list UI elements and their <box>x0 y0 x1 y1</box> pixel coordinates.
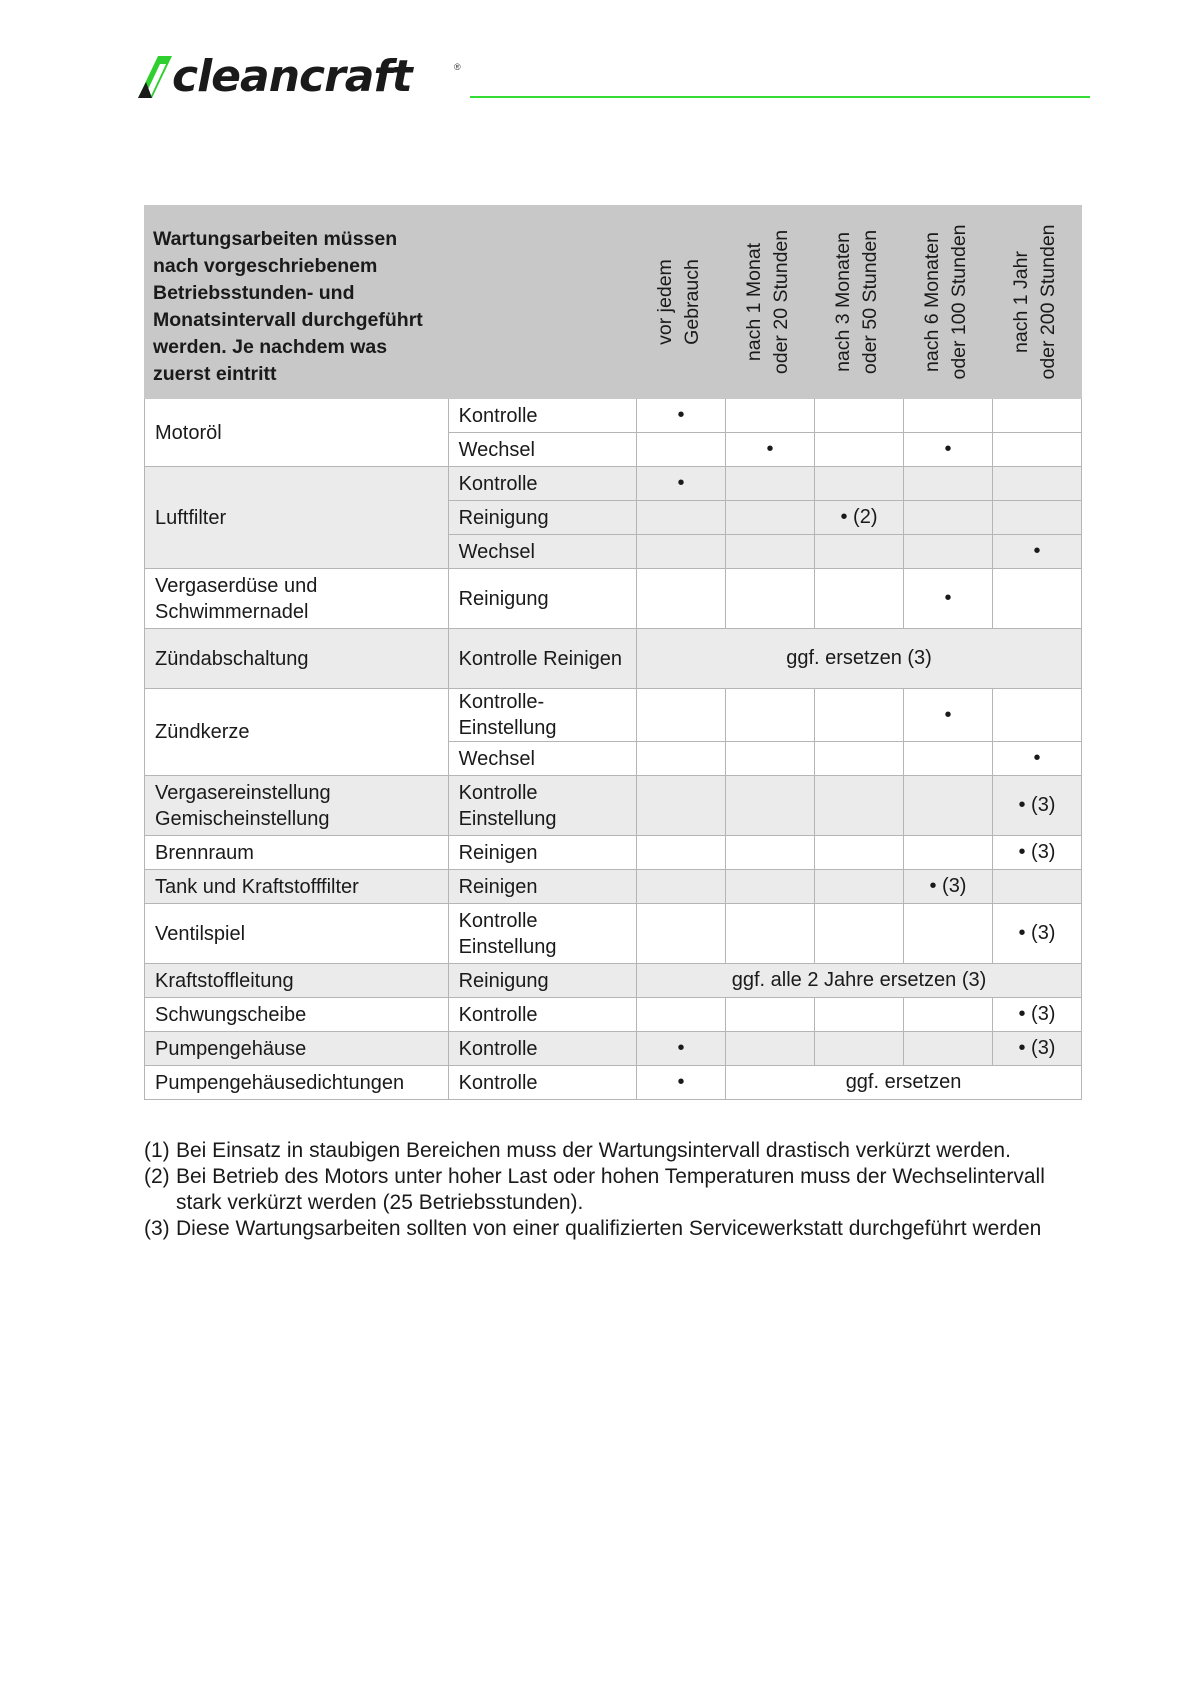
interval-mark <box>815 399 904 433</box>
interval-mark: • (3) <box>992 776 1081 836</box>
footnote <box>144 1216 1084 1242</box>
interval-mark: • (2) <box>815 501 904 535</box>
footnote-text: Bei Einsatz in staubigen Bereichen muss der Wartungsintervall drastisch verkürzt werden. <box>176 1139 1011 1162</box>
interval-mark <box>726 776 815 836</box>
footnote-number: (2) <box>144 1165 170 1188</box>
maintenance-task: Wechsel <box>448 433 636 467</box>
table-row <box>145 1066 1082 1100</box>
interval-mark <box>992 501 1081 535</box>
maintenance-task: Kontrolle Reinigen <box>448 629 636 689</box>
interval-mark <box>637 904 726 964</box>
interval-mark <box>903 836 992 870</box>
interval-mark: • <box>992 742 1081 776</box>
interval-mark <box>903 1032 992 1066</box>
interval-mark <box>637 535 726 569</box>
interval-mark <box>637 569 726 629</box>
table-row <box>145 904 1082 964</box>
logo-wordmark: cleancraft <box>172 51 412 102</box>
interval-span-note: ggf. ersetzen (3) <box>637 629 1082 689</box>
maintenance-item: Kraftstoffleitung <box>145 964 449 998</box>
interval-mark <box>726 399 815 433</box>
interval-mark <box>726 501 815 535</box>
maintenance-task: Kontrolle Einstellung <box>448 776 636 836</box>
maintenance-item: Zündabschaltung <box>145 629 449 689</box>
maintenance-task: Wechsel <box>448 742 636 776</box>
maintenance-item: Tank und Kraftstofffilter <box>145 870 449 904</box>
interval-mark: • <box>637 399 726 433</box>
maintenance-task: Kontrolle Einstellung <box>448 904 636 964</box>
interval-mark <box>815 904 904 964</box>
table-row <box>145 399 1082 433</box>
footnote-text: Bei Betrieb des Motors unter hoher Last oder hohen Temperaturen muss der Wechselintervall stark verkürzt werden (25 Betriebsstunden). <box>176 1165 1045 1214</box>
maintenance-task: Reinigen <box>448 870 636 904</box>
table-row <box>145 776 1082 836</box>
maintenance-schedule-table <box>144 205 1082 1100</box>
interval-mark <box>815 776 904 836</box>
interval-header-line: oder 200 Stunden <box>1036 224 1059 380</box>
footnote-number: (3) <box>144 1217 170 1240</box>
interval-header-2 <box>815 206 904 399</box>
interval-header-3 <box>903 206 992 399</box>
interval-header-line: nach 3 Monaten <box>832 232 854 372</box>
interval-mark <box>815 433 904 467</box>
maintenance-task: Kontrolle <box>448 1032 636 1066</box>
maintenance-task: Reinigen <box>448 836 636 870</box>
table-header-row <box>145 206 1082 399</box>
footnote-number: (1) <box>144 1139 170 1162</box>
interval-mark: • <box>637 1066 726 1100</box>
table-header-blank <box>448 206 636 399</box>
interval-mark: • (3) <box>992 904 1081 964</box>
interval-mark <box>637 998 726 1032</box>
interval-mark: • (3) <box>992 998 1081 1032</box>
interval-mark: • <box>726 433 815 467</box>
maintenance-item: Luftfilter <box>145 467 449 569</box>
table-row <box>145 998 1082 1032</box>
maintenance-item: Schwungscheibe <box>145 998 449 1032</box>
maintenance-item: Zündkerze <box>145 689 449 776</box>
interval-mark <box>992 689 1081 742</box>
interval-mark: • (3) <box>992 1032 1081 1066</box>
maintenance-item: Pumpengehäusedichtungen <box>145 1066 449 1100</box>
interval-mark <box>637 836 726 870</box>
interval-header-line: Gebrauch <box>681 259 704 345</box>
interval-mark <box>903 399 992 433</box>
interval-mark <box>726 467 815 501</box>
interval-mark <box>637 501 726 535</box>
footnotes <box>144 1138 1084 1242</box>
table-row <box>145 689 1082 742</box>
interval-mark <box>815 467 904 501</box>
interval-mark <box>992 870 1081 904</box>
interval-mark <box>992 569 1081 629</box>
interval-mark <box>815 742 904 776</box>
interval-mark: • <box>992 535 1081 569</box>
maintenance-task: Kontrolle <box>448 467 636 501</box>
maintenance-task: Kontrolle <box>448 1066 636 1100</box>
interval-mark: • <box>903 689 992 742</box>
interval-mark <box>903 776 992 836</box>
interval-header-line: oder 50 Stunden <box>859 229 881 375</box>
interval-mark <box>815 836 904 870</box>
interval-mark <box>726 998 815 1032</box>
maintenance-task: Kontrolle <box>448 399 636 433</box>
interval-mark <box>637 776 726 836</box>
interval-mark <box>992 399 1081 433</box>
maintenance-task: Kontrolle <box>448 998 636 1032</box>
registered-mark: ® <box>454 62 461 72</box>
interval-mark <box>903 998 992 1032</box>
logo-mark-icon <box>136 52 176 102</box>
interval-mark <box>815 569 904 629</box>
header-rule <box>470 96 1090 98</box>
interval-mark <box>726 535 815 569</box>
interval-mark <box>903 501 992 535</box>
interval-mark <box>726 904 815 964</box>
maintenance-item: Vergasereinstellung Gemischeinstellung <box>145 776 449 836</box>
interval-header-line: oder 100 Stunden <box>947 224 970 380</box>
footnote-text: Diese Wartungsarbeiten sollten von einer qualifizierten Servicewerkstatt durchgeführt werden <box>176 1217 1042 1240</box>
interval-span-note: ggf. ersetzen <box>726 1066 1082 1100</box>
interval-mark <box>815 998 904 1032</box>
interval-mark <box>637 742 726 776</box>
maintenance-item: Ventilspiel <box>145 904 449 964</box>
interval-mark <box>726 569 815 629</box>
maintenance-task: Reinigung <box>448 569 636 629</box>
maintenance-item: Pumpengehäuse <box>145 1032 449 1066</box>
interval-mark: • <box>637 1032 726 1066</box>
interval-mark <box>815 689 904 742</box>
table-row <box>145 1032 1082 1066</box>
interval-mark <box>815 870 904 904</box>
maintenance-task: Reinigung <box>448 964 636 998</box>
interval-header-line: vor jedem <box>654 259 677 345</box>
interval-mark <box>637 433 726 467</box>
table-row <box>145 467 1082 501</box>
table-header-description: Wartungsarbeiten müssen nach vorgeschriebenem Betriebsstunden- und Monatsintervall durchgeführt werden. Je nachdem was zuerst eintritt <box>145 206 449 399</box>
maintenance-item: Motoröl <box>145 399 449 467</box>
maintenance-item: Brennraum <box>145 836 449 870</box>
interval-mark <box>903 535 992 569</box>
interval-header-1 <box>726 206 815 399</box>
interval-mark: • <box>637 467 726 501</box>
interval-header-line: nach 1 Monat <box>743 242 766 362</box>
interval-header-4 <box>992 206 1081 399</box>
table-row <box>145 569 1082 629</box>
table-row <box>145 870 1082 904</box>
footnote <box>144 1138 1084 1164</box>
interval-mark <box>637 870 726 904</box>
interval-mark <box>726 689 815 742</box>
interval-mark: • (3) <box>903 870 992 904</box>
interval-header-line: nach 1 Jahr <box>1009 251 1032 353</box>
maintenance-task: Wechsel <box>448 535 636 569</box>
interval-mark <box>637 689 726 742</box>
interval-mark <box>726 1032 815 1066</box>
cleancraft-logo <box>136 51 461 102</box>
interval-mark <box>815 535 904 569</box>
interval-header-line: oder 20 Stunden <box>770 229 793 375</box>
interval-mark: • (3) <box>992 836 1081 870</box>
interval-header-0 <box>637 206 726 399</box>
maintenance-item: Vergaserdüse und Schwimmernadel <box>145 569 449 629</box>
interval-mark <box>726 836 815 870</box>
footnote <box>144 1164 1084 1216</box>
table-row <box>145 836 1082 870</box>
interval-header-line: nach 6 Monaten <box>920 232 943 372</box>
interval-mark <box>726 870 815 904</box>
maintenance-task: Reinigung <box>448 501 636 535</box>
table-row <box>145 964 1082 998</box>
table-row <box>145 629 1082 689</box>
interval-mark <box>903 467 992 501</box>
interval-mark <box>992 467 1081 501</box>
maintenance-task: Kontrolle- Einstellung <box>448 689 636 742</box>
interval-mark: • <box>903 433 992 467</box>
interval-span-note: ggf. alle 2 Jahre ersetzen (3) <box>637 964 1082 998</box>
interval-mark <box>815 1032 904 1066</box>
interval-mark <box>726 742 815 776</box>
interval-mark <box>903 904 992 964</box>
interval-mark <box>903 742 992 776</box>
interval-mark: • <box>903 569 992 629</box>
interval-mark <box>992 433 1081 467</box>
